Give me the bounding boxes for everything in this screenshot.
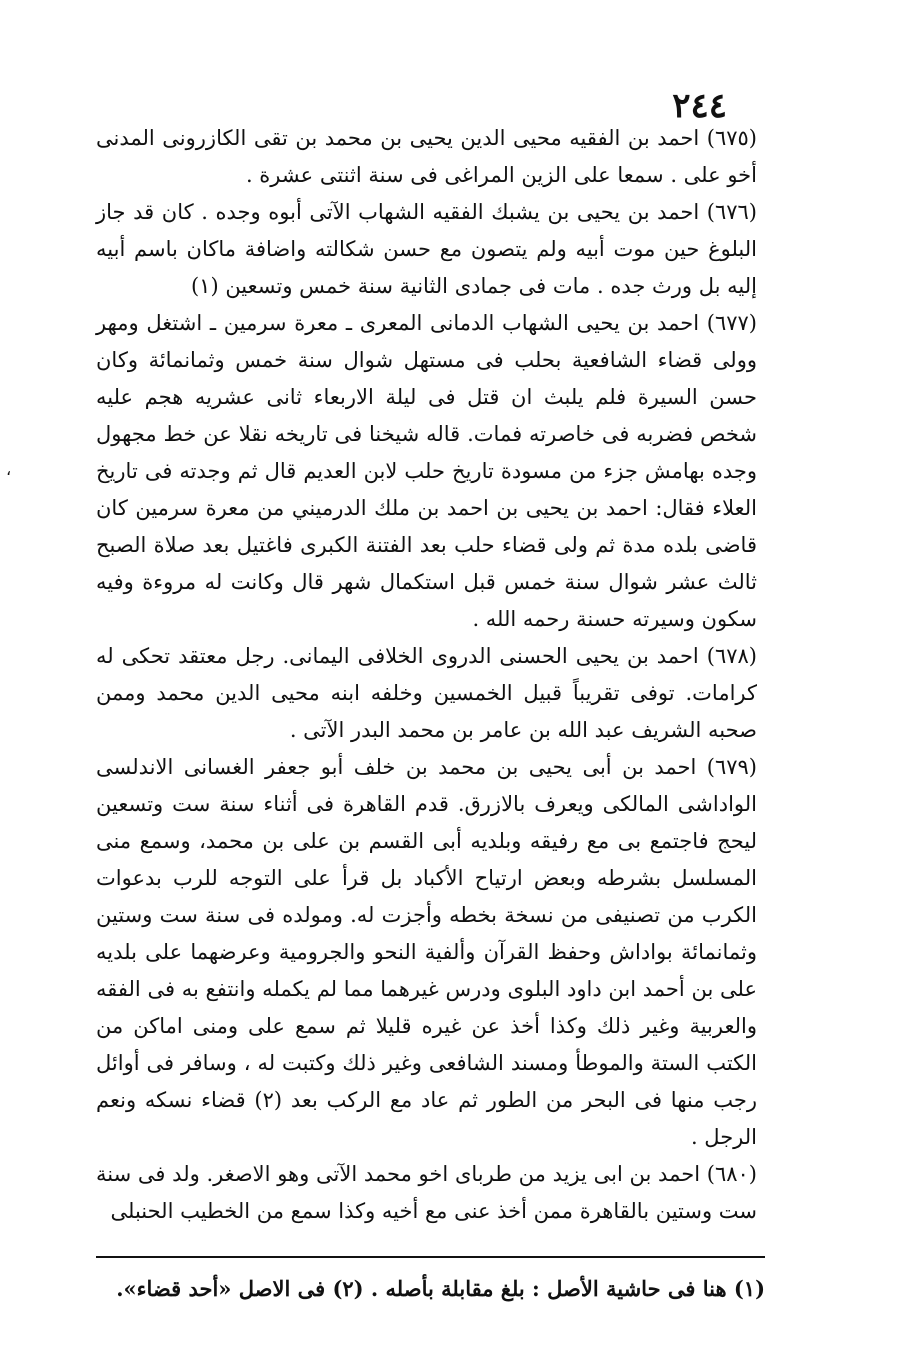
entry-679: (٦٧٩) احمد بن أبى يحيى بن محمد بن خلف أبو جعفر الغسانى الاندلسى الواداشى المالكى ويعرف بالازرق. قدم القاهرة فى أثناء سنة ست وتسعين ليحج فاجتمع بى مع رفيقه وبلديه أبى القسم بن على بن محمد، وسمع منى المسلسل بشرطه وبعض ارتياح الأكباد بل قرأ على التوجه للرب بدعوات الكرب من تصنيفى من نسخة بخطه وأجزت له. ومولده فى سنة ست وستين وثمانمائة بواداش وحفظ القرآن وألفية النحو والجرومية وعرضهما على بلديه على بن أحمد ابن داود البلوى ودرس غيرهما مما لم يكمله وانتفع به فى الفقه والعربية وغير ذلك وكذا أخذ عن غيره قليلا ثم سمع على ومنى اماكن من الكتب الستة والموطأ ومسند الشافعى وغير ذلك وكتبت له ، وسافر فى أوائل رجب منها فى البحر من الطور ثم عاد مع الركب بعد (٢) قضاء نسكه ونعم الرجل . [96,755,757,1149]
entry-675: (٦٧٥) احمد بن الفقيه محيى الدين يحيى بن محمد بن تقى الكازرونى المدنى أخو على . سمعا على الزين المراغى فى سنة اثنتى عشرة . [96,126,757,187]
footnote-divider [96,1256,765,1258]
entry-676: (٦٧٦) احمد بن يحيى بن يشبك الفقيه الشهاب الآتى أبوه وجده . كان قد جاز البلوغ حين موت أبيه ولم يتصون مع حسن شكالته واضافة ماكان باسم أبيه إليه بل ورث جده . مات فى جمادى الثانية سنة خمس وتسعين (١) [96,200,757,298]
body-text [96,120,757,1230]
entry-678: (٦٧٨) احمد بن يحيى الحسنى الدروى الخلافى اليمانى. رجل معتقد تحكى له كرامات. توفى تقريباً قبيل الخمسين وخلفه ابنه محيى الدين محمد وممن صحبه الشريف عبد الله بن عامر بن محمد البدر الآتى . [96,644,757,742]
margin-mark: ، [6,460,12,479]
entry-680: (٦٨٠) احمد بن ابى يزيد من طرباى اخو محمد الآتى وهو الاصغر. ولد فى سنة ست وستين بالقاهرة ممن أخذ عنى مع أخيه وكذا سمع من الخطيب الحنبلى [96,1162,757,1223]
footnote: (١) هنا فى حاشية الأصل : بلغ مقابلة بأصله . (٢) فى الاصل «أحد قضاء». [116,1276,765,1301]
page-number: ٢٤٤ [672,86,727,126]
entry-677: (٦٧٧) احمد بن يحيى الشهاب الدمانى المعرى ـ معرة سرمين ـ اشتغل ومهر وولى قضاء الشافعية بحلب فى مستهل شوال سنة خمس وثمانمائة وكان حسن السيرة فلم يلبث ان قتل فى ليلة الاربعاء ثانى عشريه هجم عليه شخص فضربه فى خاصرته فمات. قاله شيخنا فى تاريخه نقلا عن خط مجهول وجده بهامش جزء من مسودة تاريخ حلب لابن العديم قال ثم وجدته فى تاريخ العلاء فقال: احمد بن يحيى بن احمد بن ملك الدرميني من معرة سرمين كان قاضى بلده مدة ثم ولى قضاء حلب بعد الفتنة الكبرى فاغتيل بعد صلاة الصبح ثالث عشر شوال سنة خمس قبل استكمال شهر قال وكانت له مروءة وفيه سكون وسيرته حسنة رحمه الله . [96,311,757,631]
